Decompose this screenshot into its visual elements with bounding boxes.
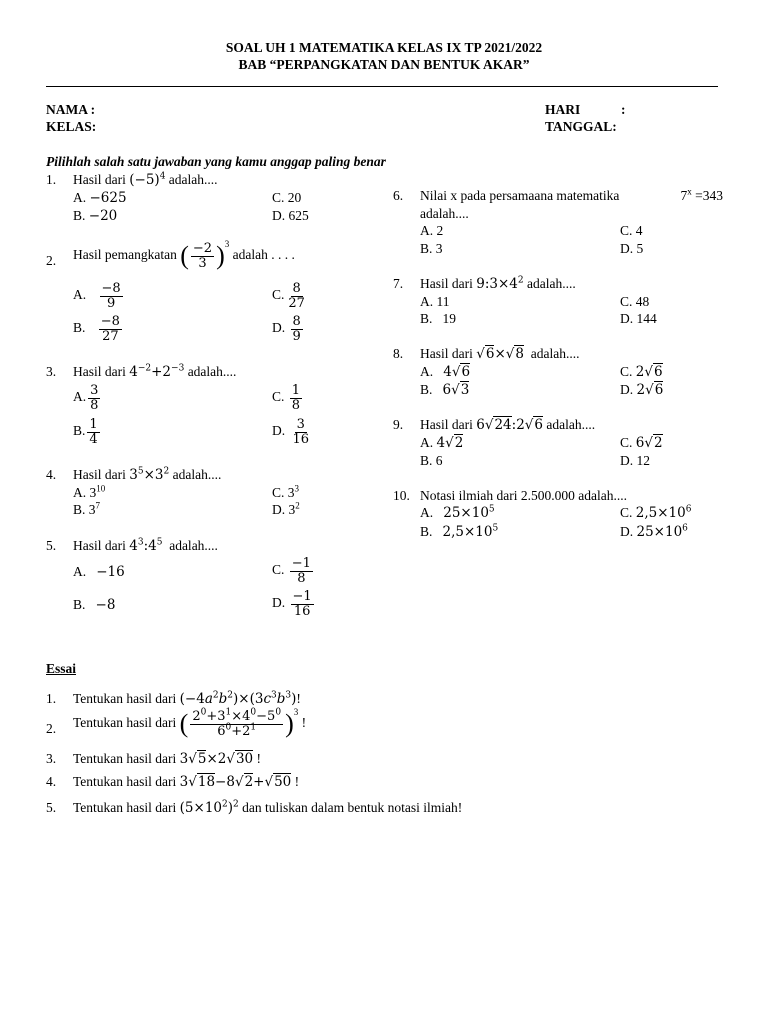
essay-heading: Essai <box>46 661 77 676</box>
q10-stem: Notasi ilmiah dari 2.500.000 adalah.... <box>420 488 627 503</box>
q10-option-c[interactable]: C. $2,5\times 10^6$ <box>620 504 692 521</box>
q6-option-a[interactable]: A. 2 <box>420 223 444 238</box>
q6-stem-line2: adalah.... <box>420 206 469 221</box>
kelas-label: KELAS: <box>46 119 97 134</box>
q6-option-c[interactable]: C. 4 <box>620 223 643 238</box>
hari-colon: : <box>621 102 626 117</box>
q5-option-c[interactable]: C. $\frac{-1}{8}$ <box>272 556 311 586</box>
q4-stem: Hasil dari $3^5\times 3^2$ adalah.... <box>73 466 222 483</box>
essay-3-number: 3. <box>46 751 57 766</box>
q5-option-a[interactable]: A. −16 <box>73 564 125 580</box>
q9-number: 9. <box>393 417 404 432</box>
q2-option-d[interactable]: D. $\frac{8}{9}$ <box>272 314 301 344</box>
q2-option-b[interactable]: B. $\frac{-8}{27}$ <box>73 314 120 344</box>
essay-1-text: Tentukan hasil dari $(-4a^2b^2)\times(3c^3b^3)$! <box>73 690 301 707</box>
q6-stem: Nilai x pada persamaana matematika 7$^x$ =343 <box>420 186 723 203</box>
q9-option-b[interactable]: B. 6 <box>420 453 443 468</box>
q4-number: 4. <box>46 467 57 482</box>
instruction: Pilihlah salah satu jawaban yang kamu anggap paling benar <box>46 154 386 169</box>
q4-option-b[interactable]: B. $3^7$ <box>73 500 101 517</box>
q3-option-b[interactable]: B. $\frac{1}{4}$ <box>73 417 98 447</box>
essay-5-number: 5. <box>46 800 57 815</box>
essay-3-text: Tentukan hasil dari 3√5×2√30 ! <box>73 751 262 767</box>
q9-option-d[interactable]: D. 12 <box>620 453 650 468</box>
essay-5-text: Tentukan hasil dari $(5\times 10^2)^2$ dan tuliskan dalam bentuk notasi ilmiah! <box>73 799 463 816</box>
q10-option-d[interactable]: D. $25\times 10^6$ <box>620 523 688 540</box>
q8-option-c[interactable]: C. 2√6 <box>620 364 663 380</box>
essay-4-text: Tentukan hasil dari 3√18−8√2+√50 ! <box>73 774 300 790</box>
q10-option-b[interactable]: B. $2,5\times 10^5$ <box>420 523 499 540</box>
q10-option-a[interactable]: A. $25\times 10^5$ <box>420 504 495 521</box>
q6-number: 6. <box>393 188 404 203</box>
q1-option-d[interactable]: D. 625 <box>272 208 309 223</box>
q8-option-d[interactable]: D. 2√6 <box>620 382 664 398</box>
q9-option-a[interactable]: A. 4√2 <box>420 435 464 451</box>
q7-number: 7. <box>393 276 404 291</box>
q3-option-c[interactable]: C. $\frac{1}{8}$ <box>272 383 301 413</box>
q4-option-c[interactable]: C. $3^3$ <box>272 483 300 500</box>
hari-label: HARI <box>545 102 581 117</box>
q2-stem: Hasil pemangkatan ( $\frac{-2}{3}$ )$^3$ adalah . . . . <box>73 239 295 271</box>
q3-option-d[interactable]: D. $\frac{3}{16}$ <box>272 417 310 447</box>
q8-option-a[interactable]: A. 4√6 <box>420 364 471 380</box>
q8-option-b[interactable]: B. 6√3 <box>420 382 470 398</box>
q3-number: 3. <box>46 364 57 379</box>
q8-number: 8. <box>393 346 404 361</box>
q1-stem: Hasil dari $(-5)^4$ adalah.... <box>73 171 218 188</box>
q5-option-d[interactable]: D. $\frac{-1}{16}$ <box>272 589 312 619</box>
q7-option-d[interactable]: D. 144 <box>620 311 657 326</box>
essay-2-text: Tentukan hasil dari ( $\frac{2^0+3^1\times 4^0-5^0}{6^0+2^1}$ )$^3$ ! <box>73 707 307 739</box>
essay-2-number: 2. <box>46 721 57 736</box>
doc-title: SOAL UH 1 MATEMATIKA KELAS IX TP 2021/2022 <box>225 40 543 55</box>
q9-stem: Hasil dari 6√24:2√6 adalah.... <box>420 417 596 433</box>
q8-stem: Hasil dari √6×√8 adalah.... <box>420 346 580 362</box>
q1-number: 1. <box>46 172 57 187</box>
q5-number: 5. <box>46 538 57 553</box>
nama-label: NAMA : <box>46 102 96 117</box>
header-divider <box>46 86 718 87</box>
q4-option-d[interactable]: D. $3^2$ <box>272 500 300 517</box>
essay-4-number: 4. <box>46 774 57 789</box>
q1-option-a[interactable]: A. −625 <box>73 190 127 206</box>
q7-option-c[interactable]: C. 48 <box>620 294 650 309</box>
q1-option-c[interactable]: C. 20 <box>272 190 302 205</box>
essay-1-number: 1. <box>46 691 57 706</box>
q9-option-c[interactable]: C. 6√2 <box>620 435 663 451</box>
q6-option-b[interactable]: B. 3 <box>420 241 443 256</box>
tanggal-label: TANGGAL: <box>545 119 617 134</box>
q7-option-a[interactable]: A. 11 <box>420 294 450 309</box>
doc-subtitle: BAB “PERPANGKATAN DAN BENTUK AKAR” <box>238 57 530 72</box>
q6-option-d[interactable]: D. 5 <box>620 241 644 256</box>
q7-option-b[interactable]: B. 19 <box>420 311 457 326</box>
q5-option-b[interactable]: B. −8 <box>73 597 116 613</box>
q3-option-a[interactable]: A. $\frac{3}{8}$ <box>73 383 99 413</box>
q10-number: 10. <box>393 488 410 503</box>
q2-option-c[interactable]: C. $\frac{8}{27}$ <box>272 281 305 311</box>
q2-number: 2. <box>46 253 57 268</box>
q2-option-a[interactable]: A. $\frac{-8}{9}$ <box>73 281 121 311</box>
q7-stem: Hasil dari $9:3\times 4^2$ adalah.... <box>420 275 576 292</box>
q3-stem: Hasil dari $4^{-2}+2^{-3}$ adalah.... <box>73 363 237 380</box>
q1-option-b[interactable]: B. −20 <box>73 208 118 224</box>
q5-stem: Hasil dari $4^3:4^5$ adalah.... <box>73 537 218 554</box>
q4-option-a[interactable]: A. $3^{10}$ <box>73 483 106 500</box>
